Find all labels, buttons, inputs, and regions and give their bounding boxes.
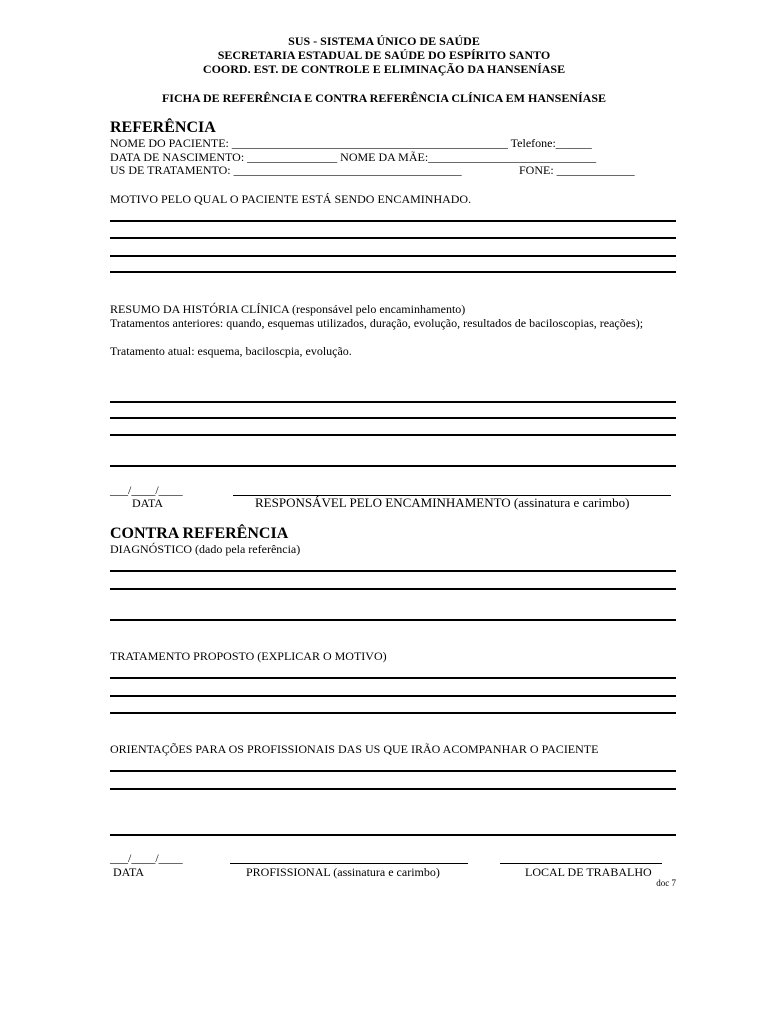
tratamento-line-2[interactable]: [110, 695, 676, 697]
orientacoes-line-3[interactable]: [110, 834, 676, 836]
header-line-sus: SUS - SISTEMA ÚNICO DE SAÚDE: [288, 34, 480, 48]
orientacoes-line-1[interactable]: [110, 770, 676, 772]
profissional-signature-line[interactable]: [230, 863, 468, 864]
resumo-line-1[interactable]: [110, 401, 676, 403]
local-trabalho-line[interactable]: [500, 863, 662, 864]
header-line-coordenacao: COORD. EST. DE CONTROLE E ELIMINAÇÃO DA HANSENÍASE: [202, 62, 566, 76]
profissional-label: PROFISSIONAL (assinatura e carimbo): [246, 865, 440, 879]
referencia-date-label: DATA: [132, 496, 164, 510]
phone-field[interactable]: FONE: _____________: [519, 163, 635, 177]
diagnostico-line-1[interactable]: [110, 570, 676, 572]
contra-referencia-heading: CONTRA REFERÊNCIA: [110, 525, 289, 542]
responsavel-label: RESPONSÁVEL PELO ENCAMINHAMENTO (assinatura e carimbo): [255, 495, 630, 510]
orientacoes-line-2[interactable]: [110, 788, 676, 790]
motivo-line-1[interactable]: [110, 220, 676, 222]
diagnostico-label: DIAGNÓSTICO (dado pela referência): [110, 542, 301, 556]
motivo-label: MOTIVO PELO QUAL O PACIENTE ESTÁ SENDO ENCAMINHADO.: [110, 192, 472, 206]
diagnostico-line-2[interactable]: [110, 588, 676, 590]
resumo-line-4[interactable]: [110, 465, 676, 467]
resumo-line-3[interactable]: [110, 434, 676, 436]
tratamento-atual-text: Tratamento atual: esquema, baciloscpia, evolução.: [110, 344, 352, 358]
form-title: FICHA DE REFERÊNCIA E CONTRA REFERÊNCIA CLÍNICA EM HANSENÍASE: [161, 91, 607, 105]
local-trabalho-label: LOCAL DE TRABALHO: [525, 865, 652, 879]
resumo-label: RESUMO DA HISTÓRIA CLÍNICA (responsável pelo encaminhamento): [110, 302, 466, 316]
tratamento-proposto-label: TRATAMENTO PROPOSTO (EXPLICAR O MOTIVO): [110, 649, 387, 663]
motivo-line-2[interactable]: [110, 237, 676, 239]
tratamentos-anteriores-text: Tratamentos anteriores: quando, esquemas utilizados, duração, evolução, resultados de baciloscopias, reações);: [110, 316, 644, 330]
contra-date-field[interactable]: ___/____/____: [110, 851, 183, 865]
motivo-line-3[interactable]: [110, 255, 676, 257]
patient-name-field[interactable]: NOME DO PACIENTE: ______________________________________________ Telefone:______: [110, 136, 592, 150]
header-line-secretaria: SECRETARIA ESTADUAL DE SAÚDE DO ESPÍRITO SANTO: [217, 48, 551, 62]
birthdate-mother-field[interactable]: DATA DE NASCIMENTO: _______________ NOME DA MÃE:____________________________: [110, 150, 597, 164]
tratamento-line-1[interactable]: [110, 677, 676, 679]
contra-date-label: DATA: [113, 865, 145, 879]
referencia-date-field[interactable]: ___/____/____: [110, 483, 183, 497]
diagnostico-line-3[interactable]: [110, 619, 676, 621]
doc-code: doc 7: [656, 878, 676, 888]
referencia-heading: REFERÊNCIA: [110, 119, 216, 136]
resumo-line-2[interactable]: [110, 417, 676, 419]
motivo-line-4[interactable]: [110, 271, 676, 273]
tratamento-line-3[interactable]: [110, 712, 676, 714]
treatment-unit-field[interactable]: US DE TRATAMENTO: ______________________________________: [110, 163, 462, 177]
orientacoes-label: ORIENTAÇÕES PARA OS PROFISSIONAIS DAS US QUE IRÃO ACOMPANHAR O PACIENTE: [110, 742, 599, 756]
